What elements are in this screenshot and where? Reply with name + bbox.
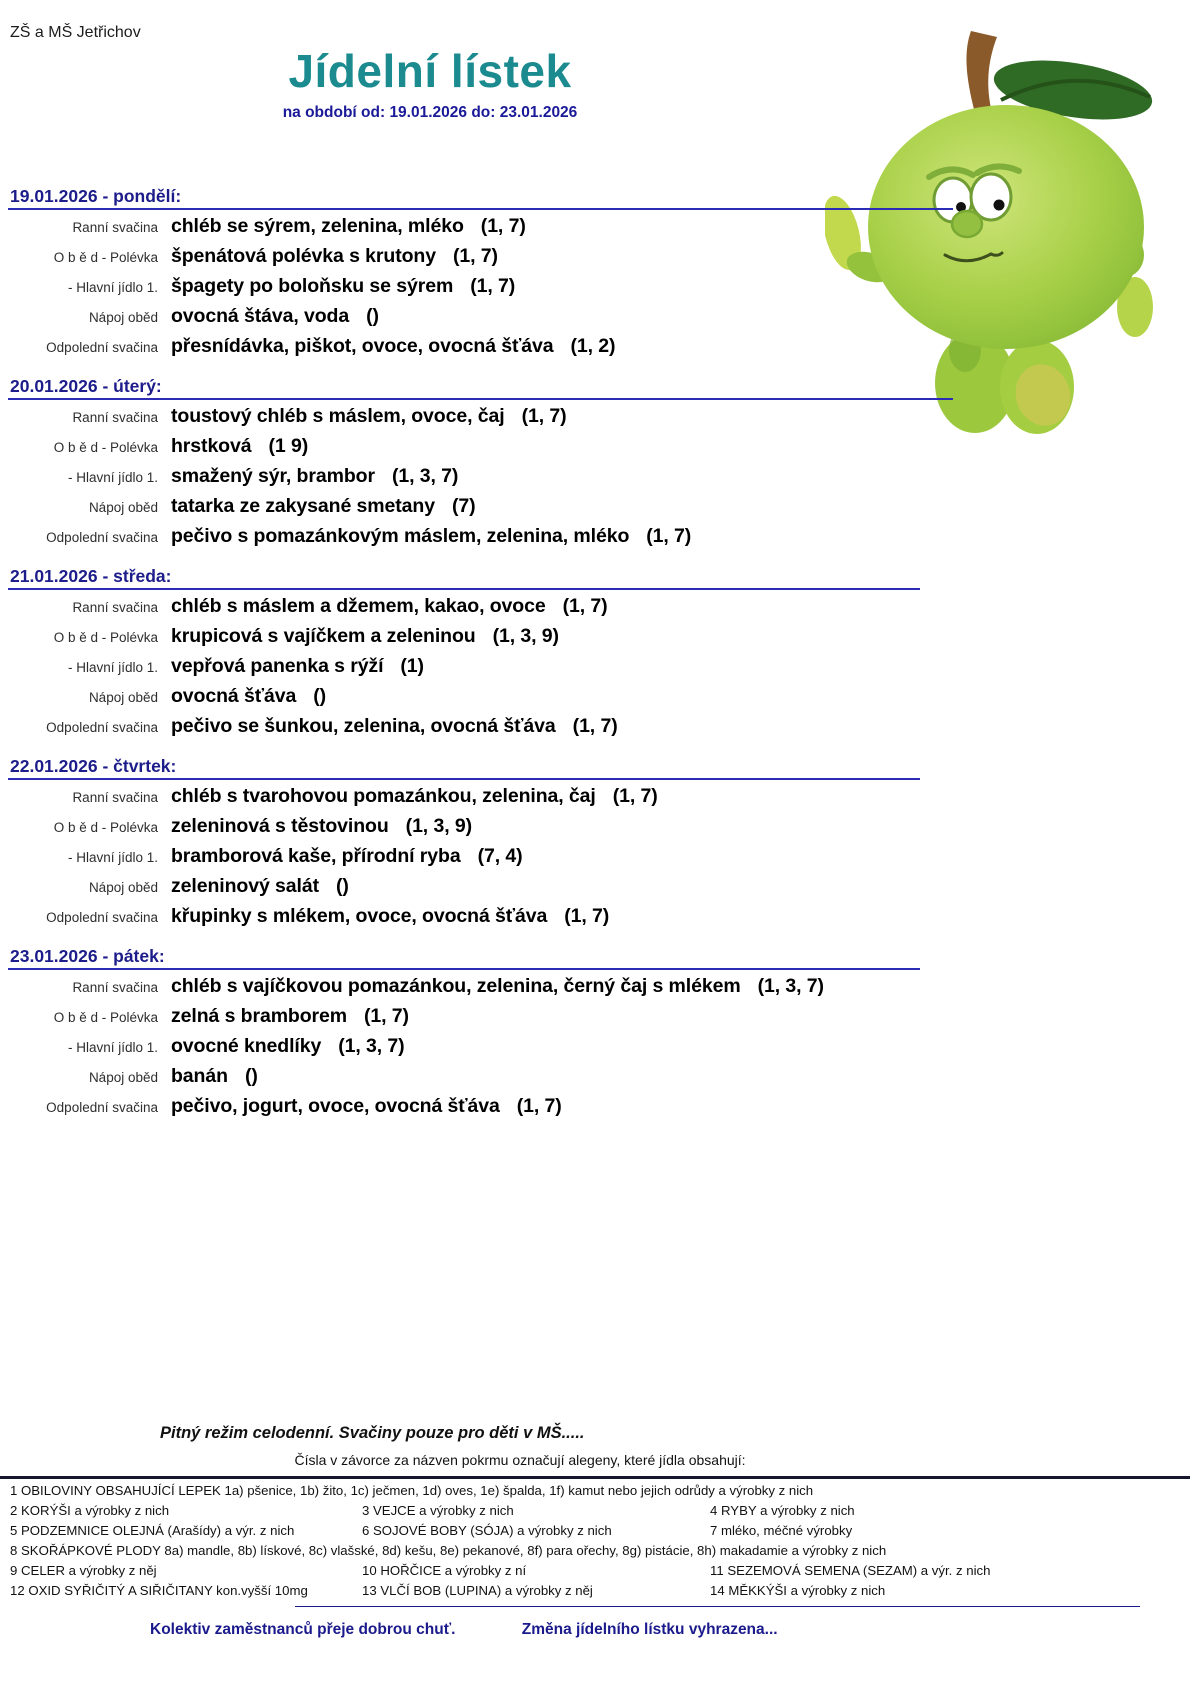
- meal-text: chléb s vajíčkovou pomazánkou, zelenina, černý čaj s mlékem: [171, 975, 741, 997]
- meal-label: - Hlavní jídlo 1.: [67, 470, 158, 485]
- day-header: 20.01.2026 - úterý:: [10, 376, 162, 396]
- allergen-codes: (1, 7): [452, 245, 498, 267]
- allergen-item: 2 KORÝŠI a výrobky z nich: [10, 1502, 170, 1518]
- menu-row: [10, 215, 1180, 245]
- school-name: ZŠ a MŠ Jetřichov: [10, 24, 141, 41]
- meal-text: smažený sýr, brambor: [171, 465, 375, 487]
- allergen-codes: (1): [400, 655, 424, 677]
- allergen-line-gluten: 1 OBILOVINY OBSAHUJÍCÍ LEPEK 1a) pšenice, 1b) žito, 1c) ječmen, 1d) oves, 1e) špalda, 1f) kamut nebo jejich odrůdy a výrobky z nich: [10, 1482, 814, 1498]
- menu-row: [10, 905, 1180, 935]
- meal-label: O b ě d - Polévka: [53, 1010, 158, 1025]
- allergen-codes: (1, 3, 7): [757, 975, 824, 997]
- meal-label: Odpolední svačina: [46, 530, 158, 545]
- allergen-item: 13 VLČÍ BOB (LUPINA) a výrobky z něj: [362, 1582, 593, 1598]
- allergen-item: 6 SOJOVÉ BOBY (SÓJA) a výrobky z nich: [362, 1522, 612, 1538]
- menu-row: [10, 685, 1180, 715]
- meal-text: hrstková: [171, 435, 252, 457]
- meal-label: - Hlavní jídlo 1.: [67, 850, 158, 865]
- meal-text: přesnídávka, piškot, ovoce, ovocná šťáva: [171, 335, 554, 357]
- allergen-table: [0, 1479, 1190, 1601]
- allergen-codes: (1, 2): [570, 335, 616, 357]
- mascot-stem: [966, 31, 997, 113]
- meal-label: Odpolední svačina: [46, 720, 158, 735]
- meal-label: Nápoj oběd: [88, 1070, 158, 1085]
- menu-row: [10, 975, 1180, 1005]
- meal-label: Nápoj oběd: [88, 310, 158, 325]
- allergen-row: [10, 1521, 1190, 1541]
- allergen-item: 14 MĚKKÝŠI a výrobky z nich: [710, 1582, 886, 1598]
- menu-row: [10, 625, 1180, 655]
- menu-row: [10, 785, 1180, 815]
- day-divider: [8, 588, 920, 590]
- meal-text: zeleninový salát: [171, 875, 319, 897]
- allergen-item: 11 SEZEMOVÁ SEMENA (SEZAM) a výr. z nich: [710, 1562, 991, 1578]
- meal-label: Nápoj oběd: [88, 500, 158, 515]
- page-title: Jídelní lístek: [288, 45, 572, 97]
- allergen-codes: (1, 7): [364, 1005, 409, 1027]
- menu-row: [10, 815, 1180, 845]
- meal-text: ovocná štáva, voda: [171, 305, 350, 327]
- meal-label: Nápoj oběd: [88, 880, 158, 895]
- meal-text: toustový chléb s máslem, ovoce, čaj: [171, 405, 505, 427]
- menu-days: [10, 186, 1180, 1136]
- meal-label: Odpolední svačina: [46, 1100, 158, 1115]
- meal-label: - Hlavní jídlo 1.: [67, 280, 158, 295]
- allergen-codes: (1, 3, 9): [492, 625, 559, 647]
- menu-row: [10, 1065, 1180, 1095]
- closing-line: [150, 1621, 1190, 1639]
- day-header: 22.01.2026 - čtvrtek:: [10, 756, 177, 776]
- allergen-line-nuts: 8 SKOŘÁPKOVÉ PLODY 8a) mandle, 8b) lískové, 8c) vlašské, 8d) kešu, 8e) pekanové, 8f) para ořechy, 8g) pistácie, 8h) makadamie a výrobky z nich: [10, 1542, 887, 1558]
- meal-text: zeleninová s těstovinou: [171, 815, 389, 837]
- meal-text: zelná s bramborem: [171, 1005, 348, 1027]
- meal-text: banán: [171, 1065, 228, 1087]
- meal-label: O b ě d - Polévka: [53, 250, 158, 265]
- menu-row: [10, 1095, 1180, 1125]
- allergen-codes: (): [244, 1065, 258, 1087]
- day-header: 23.01.2026 - pátek:: [10, 946, 165, 966]
- allergen-row: [10, 1581, 1190, 1601]
- day-divider: [8, 778, 920, 780]
- meal-text: ovocné knedlíky: [171, 1035, 322, 1057]
- day-divider: [8, 208, 953, 210]
- meal-text: pečivo se šunkou, zelenina, ovocná šťáva: [171, 715, 556, 737]
- menu-row: [10, 495, 1180, 525]
- allergen-item: 3 VEJCE a výrobky z nich: [362, 1502, 514, 1518]
- meal-label: O b ě d - Polévka: [53, 630, 158, 645]
- allergen-codes: (): [313, 685, 327, 707]
- meal-label: Odpolední svačina: [46, 910, 158, 925]
- allergen-explainer: Čísla v závorce za názven pokrmu označují alegeny, které jídla obsahují:: [294, 1452, 746, 1468]
- allergen-codes: (1, 7): [572, 715, 618, 737]
- meal-text: pečivo, jogurt, ovoce, ovocná šťáva: [171, 1095, 500, 1117]
- drinking-regime-note: Pitný režim celodenní. Svačiny pouze pro děti v MŠ.....: [160, 1424, 585, 1442]
- day-divider: [8, 968, 920, 970]
- meal-label: Ranní svačina: [72, 980, 158, 995]
- meal-label: O b ě d - Polévka: [53, 440, 158, 455]
- allergen-codes: (1, 7): [564, 905, 610, 927]
- meal-text: pečivo s pomazánkovým máslem, zelenina, mléko: [171, 525, 630, 547]
- meal-text: chléb s máslem a džemem, kakao, ovoce: [171, 595, 546, 617]
- day-header: 21.01.2026 - středa:: [10, 566, 172, 586]
- meal-text: vepřová panenka s rýží: [171, 655, 384, 677]
- meal-label: Ranní svačina: [72, 600, 158, 615]
- menu-row: [10, 435, 1180, 465]
- allergen-row: [10, 1561, 1190, 1581]
- allergen-item: 9 CELER a výrobky z něj: [10, 1562, 157, 1578]
- menu-row: [10, 1005, 1180, 1035]
- allergen-codes: (7, 4): [477, 845, 523, 867]
- meal-label: O b ě d - Polévka: [53, 820, 158, 835]
- allergen-codes: (1, 7): [646, 525, 692, 547]
- menu-row: [10, 715, 1180, 745]
- allergen-item: 7 mléko, méčné výrobky: [710, 1522, 853, 1538]
- menu-row: [10, 465, 1180, 495]
- day-section-wednesday: [10, 566, 1180, 745]
- allergen-codes: (1, 3, 9): [405, 815, 472, 837]
- meal-label: - Hlavní jídlo 1.: [67, 660, 158, 675]
- allergen-row: [10, 1501, 1190, 1521]
- day-section-tuesday: [10, 376, 1180, 555]
- allergen-codes: (1 9): [268, 435, 309, 457]
- day-section-friday: [10, 946, 1180, 1125]
- menu-row: [10, 875, 1180, 905]
- menu-row: [10, 595, 1180, 625]
- meal-text: špenátová polévka s krutony: [171, 245, 436, 267]
- footer-bottom-divider: [295, 1606, 1140, 1608]
- allergen-codes: (1, 7): [516, 1095, 562, 1117]
- menu-row: [10, 525, 1180, 555]
- meal-label: Ranní svačina: [72, 790, 158, 805]
- allergen-codes: (1, 7): [521, 405, 567, 427]
- closing-wish: Kolektiv zaměstnanců přeje dobrou chuť.: [150, 1621, 456, 1638]
- day-section-monday: [10, 186, 1180, 365]
- allergen-item: 5 PODZEMNICE OLEJNÁ (Arašídy) a výr. z nich: [10, 1522, 295, 1538]
- allergen-codes: (1, 7): [562, 595, 608, 617]
- allergen-codes: (1, 7): [480, 215, 526, 237]
- meal-text: špagety po boloňsku se sýrem: [171, 275, 454, 297]
- menu-row: [10, 275, 1180, 305]
- meal-text: krupicová s vajíčkem a zeleninou: [171, 625, 476, 647]
- allergen-item: 10 HOŘČICE a výrobky z ní: [362, 1562, 527, 1578]
- footer: [0, 1424, 1190, 1639]
- allergen-item: 4 RYBY a výrobky z nich: [710, 1502, 855, 1518]
- allergen-codes: (1, 3, 7): [338, 1035, 405, 1057]
- meal-label: - Hlavní jídlo 1.: [67, 1040, 158, 1055]
- meal-text: tatarka ze zakysané smetany: [171, 495, 435, 517]
- allergen-codes: (1, 3, 7): [391, 465, 459, 487]
- allergen-codes: (): [366, 305, 379, 327]
- meal-text: bramborová kaše, přírodní ryba: [171, 845, 461, 867]
- meal-label: Ranní svačina: [72, 220, 158, 235]
- menu-row: [10, 655, 1180, 685]
- menu-row: [10, 245, 1180, 275]
- allergen-codes: (7): [451, 495, 476, 517]
- menu-row: [10, 405, 1180, 435]
- menu-row: [10, 845, 1180, 875]
- menu-period: na období od: 19.01.2026 do: 23.01.2026: [282, 104, 578, 121]
- allergen-item: 12 OXID SYŘIČITÝ A SIŘIČITANY kon.vyšší 10mg: [10, 1582, 308, 1598]
- meal-text: ovocná šťáva: [171, 685, 297, 707]
- menu-row: [10, 1035, 1180, 1065]
- meal-label: Nápoj oběd: [88, 690, 158, 705]
- allergen-codes: (1, 7): [470, 275, 516, 297]
- allergen-codes: (): [335, 875, 349, 897]
- menu-row: [10, 305, 1180, 335]
- allergen-codes: (1, 7): [612, 785, 658, 807]
- title-block: [0, 44, 860, 122]
- meal-label: Odpolední svačina: [46, 340, 158, 355]
- closing-disclaimer: Změna jídelního lístku vyhrazena...: [521, 1621, 778, 1638]
- day-header: 19.01.2026 - pondělí:: [10, 186, 182, 206]
- meal-text: chléb se sýrem, zelenina, mléko: [171, 215, 464, 237]
- meal-label: Ranní svačina: [72, 410, 158, 425]
- day-section-thursday: [10, 756, 1180, 935]
- meal-text: křupinky s mlékem, ovoce, ovocná šťáva: [171, 905, 548, 927]
- menu-row: [10, 335, 1180, 365]
- day-divider: [8, 398, 953, 400]
- meal-text: chléb s tvarohovou pomazánkou, zelenina, čaj: [171, 785, 596, 807]
